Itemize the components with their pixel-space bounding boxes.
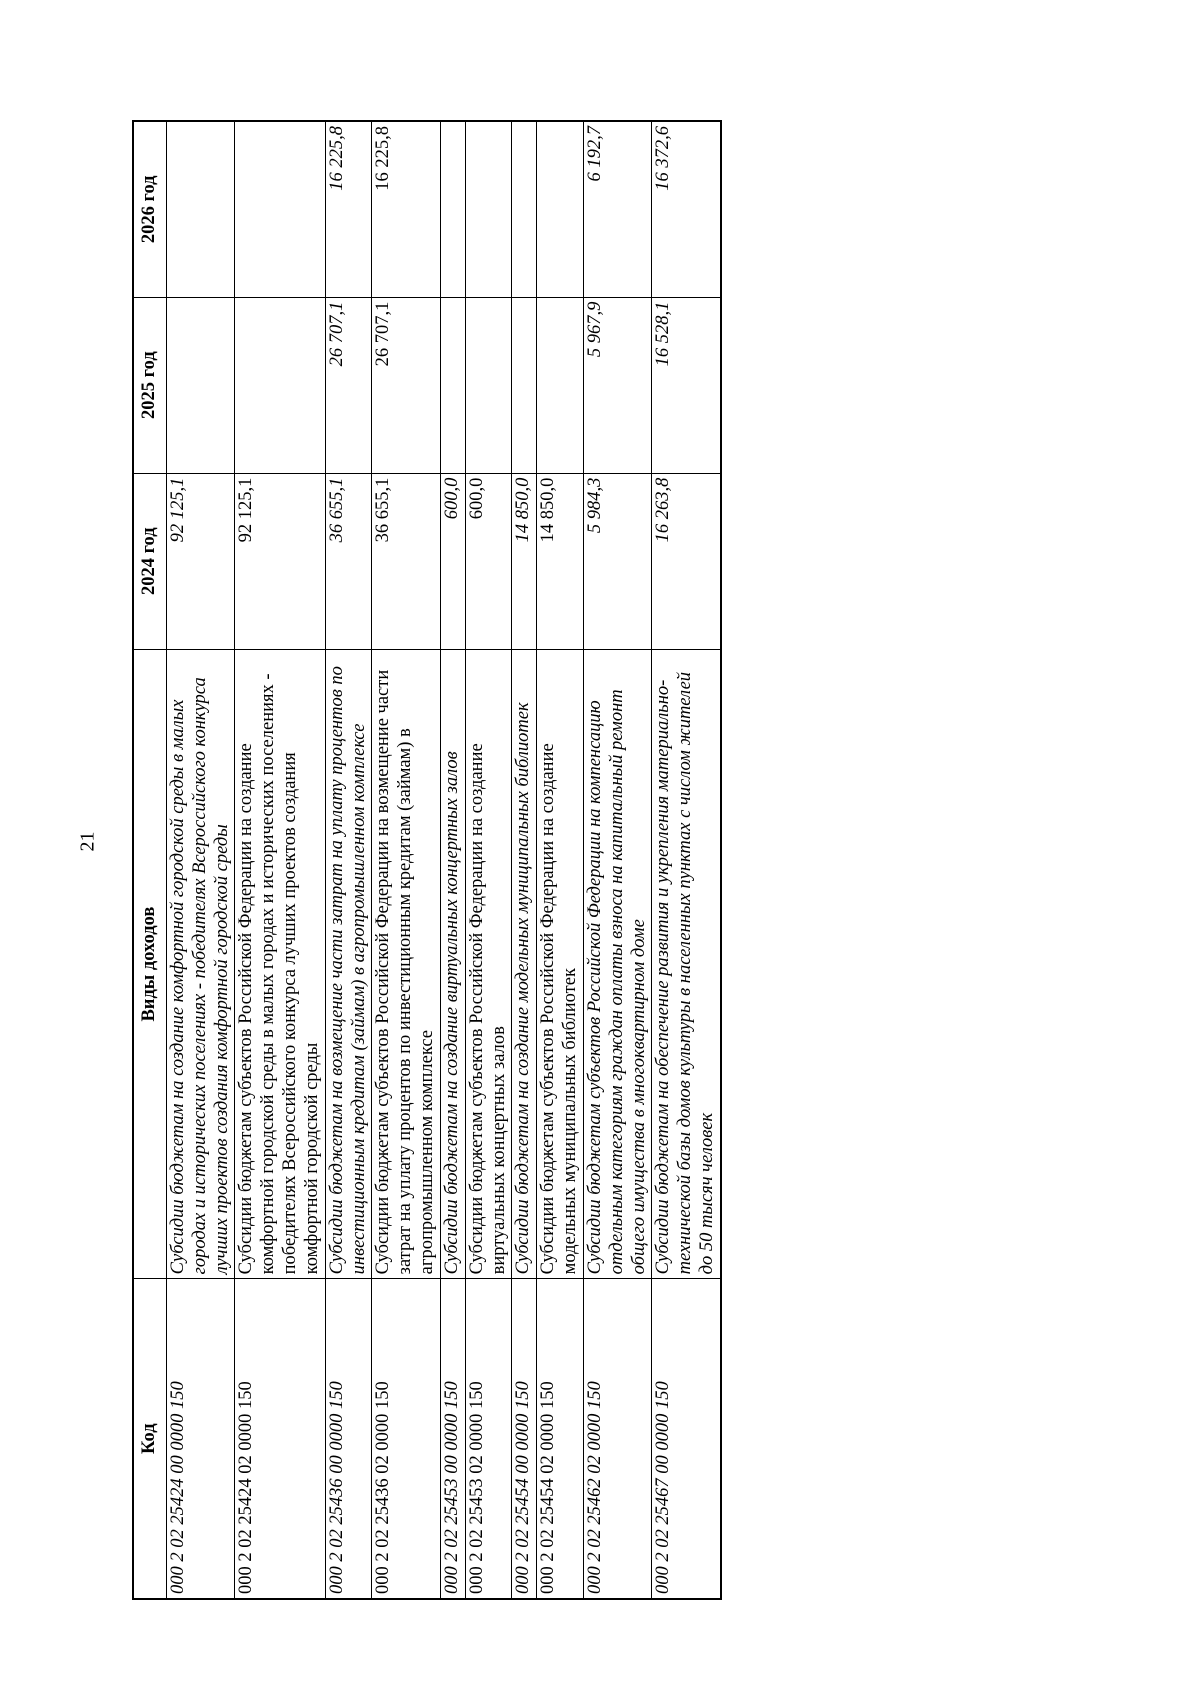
header-2024: 2024 год xyxy=(133,473,167,649)
value-2026-cell xyxy=(167,121,235,297)
revenue-type-cell: Субсидии бюджетам субъектов Российской Федерации на компенсацию отдельным категориям граждан оплаты взноса на капитальный ремонт общего имущества в многоквартирном доме xyxy=(583,649,651,1279)
value-2026-cell xyxy=(512,121,537,297)
value-2026-cell xyxy=(465,121,512,297)
value-2024-cell: 14 850,0 xyxy=(537,473,584,649)
revenue-type-cell: Субсидии бюджетам субъектов Российской Федерации на создание виртуальных концертных залов xyxy=(465,649,512,1279)
code-cell: 000 2 02 25462 02 0000 150 xyxy=(583,1279,651,1599)
value-2025-cell: 16 528,1 xyxy=(652,297,721,473)
value-2025-cell xyxy=(537,297,584,473)
value-2024-cell: 16 263,8 xyxy=(652,473,721,649)
value-2026-cell xyxy=(235,121,325,297)
revenue-type-cell: Субсидии бюджетам на создание виртуальных концертных залов xyxy=(440,649,465,1279)
code-cell: 000 2 02 25453 00 0000 150 xyxy=(440,1279,465,1599)
code-cell: 000 2 02 25436 02 0000 150 xyxy=(372,1279,440,1599)
header-code: Код xyxy=(133,1279,167,1599)
code-cell: 000 2 02 25424 00 0000 150 xyxy=(167,1279,235,1599)
revenue-type-cell: Субсидии бюджетам субъектов Российской Федерации на создание модельных муниципальных библиотек xyxy=(537,649,584,1279)
code-cell: 000 2 02 25454 00 0000 150 xyxy=(512,1279,537,1599)
table-body xyxy=(167,121,721,1599)
table-row xyxy=(583,121,651,1599)
revenue-type-cell: Субсидии бюджетам на возмещение части затрат на уплату процентов по инвестиционным кредитам (займам) в агропромышленном комплексе xyxy=(325,649,372,1279)
table-row xyxy=(465,121,512,1599)
value-2026-cell: 16 225,8 xyxy=(325,121,372,297)
value-2025-cell xyxy=(235,297,325,473)
revenue-type-cell: Субсидии бюджетам на создание модельных муниципальных библиотек xyxy=(512,649,537,1279)
table-row xyxy=(235,121,325,1599)
page-number: 21 xyxy=(76,831,99,852)
value-2026-cell xyxy=(537,121,584,297)
value-2024-cell: 92 125,1 xyxy=(167,473,235,649)
value-2025-cell: 26 707,1 xyxy=(325,297,372,473)
value-2026-cell: 16 225,8 xyxy=(372,121,440,297)
value-2026-cell: 6 192,7 xyxy=(583,121,651,297)
value-2025-cell: 5 967,9 xyxy=(583,297,651,473)
value-2024-cell: 36 655,1 xyxy=(372,473,440,649)
code-cell: 000 2 02 25424 02 0000 150 xyxy=(235,1279,325,1599)
revenue-table xyxy=(132,120,722,1600)
value-2025-cell: 26 707,1 xyxy=(372,297,440,473)
value-2024-cell: 600,0 xyxy=(440,473,465,649)
value-2025-cell xyxy=(465,297,512,473)
code-cell: 000 2 02 25454 02 0000 150 xyxy=(537,1279,584,1599)
value-2025-cell xyxy=(167,297,235,473)
revenue-type-cell: Субсидии бюджетам субъектов Российской Федерации на возмещение части затрат на уплату процентов по инвестиционным кредитам (займам) в агропромышленном комплексе xyxy=(372,649,440,1279)
value-2026-cell xyxy=(440,121,465,297)
code-cell: 000 2 02 25467 00 0000 150 xyxy=(652,1279,721,1599)
value-2025-cell xyxy=(512,297,537,473)
value-2024-cell: 92 125,1 xyxy=(235,473,325,649)
value-2025-cell xyxy=(440,297,465,473)
value-2024-cell: 5 984,3 xyxy=(583,473,651,649)
table-row xyxy=(652,121,721,1599)
revenue-type-cell: Субсидии бюджетам на обеспечение развития и укрепления материально-технической базы домов культуры в населенных пунктах с числом жителей до 50 тысяч человек xyxy=(652,649,721,1279)
value-2024-cell: 36 655,1 xyxy=(325,473,372,649)
header-2026: 2026 год xyxy=(133,121,167,297)
code-cell: 000 2 02 25436 00 0000 150 xyxy=(325,1279,372,1599)
table-row xyxy=(440,121,465,1599)
value-2024-cell: 600,0 xyxy=(465,473,512,649)
header-revenue-type: Виды доходов xyxy=(133,649,167,1279)
rotated-page-content xyxy=(132,120,1040,1600)
table-row xyxy=(537,121,584,1599)
table-row xyxy=(325,121,372,1599)
value-2024-cell: 14 850,0 xyxy=(512,473,537,649)
header-2025: 2025 год xyxy=(133,297,167,473)
revenue-type-cell: Субсидии бюджетам субъектов Российской Федерации на создание комфортной городской среды в малых городах и исторических поселениях - победителях Всероссийского конкурса лучших проектов создания комфортной городской среды xyxy=(235,649,325,1279)
table-row xyxy=(512,121,537,1599)
table-header-row xyxy=(133,121,167,1599)
value-2026-cell: 16 372,6 xyxy=(652,121,721,297)
table-row xyxy=(167,121,235,1599)
table-row xyxy=(372,121,440,1599)
revenue-type-cell: Субсидии бюджетам на создание комфортной городской среды в малых городах и исторических поселениях - победителях Всероссийского конкурса лучших проектов создания комфортной городской среды xyxy=(167,649,235,1279)
code-cell: 000 2 02 25453 02 0000 150 xyxy=(465,1279,512,1599)
